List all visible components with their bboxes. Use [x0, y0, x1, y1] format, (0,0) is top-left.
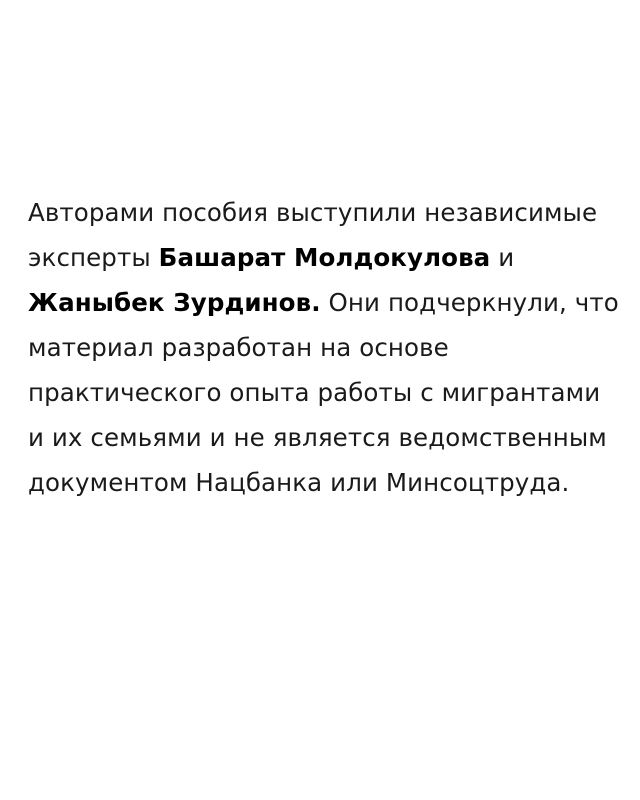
author-name-first: Башарат Молдокулова [158, 243, 491, 272]
paragraph-text [28, 190, 620, 505]
paragraph-segment-intro: Авторами пособия выступили независимые эксперты [28, 198, 598, 272]
paragraph-segment-body: Они подчеркнули, что материал разработан на основе практического опыта работы с мигрантами и их семьями и не является ведомственным документом Нацбанка или Минсоцтруда. [28, 288, 619, 497]
body-paragraph [28, 190, 620, 505]
author-name-second: Жаныбек Зурдинов. [28, 288, 321, 317]
paragraph-segment-conjunction: и [490, 243, 515, 272]
